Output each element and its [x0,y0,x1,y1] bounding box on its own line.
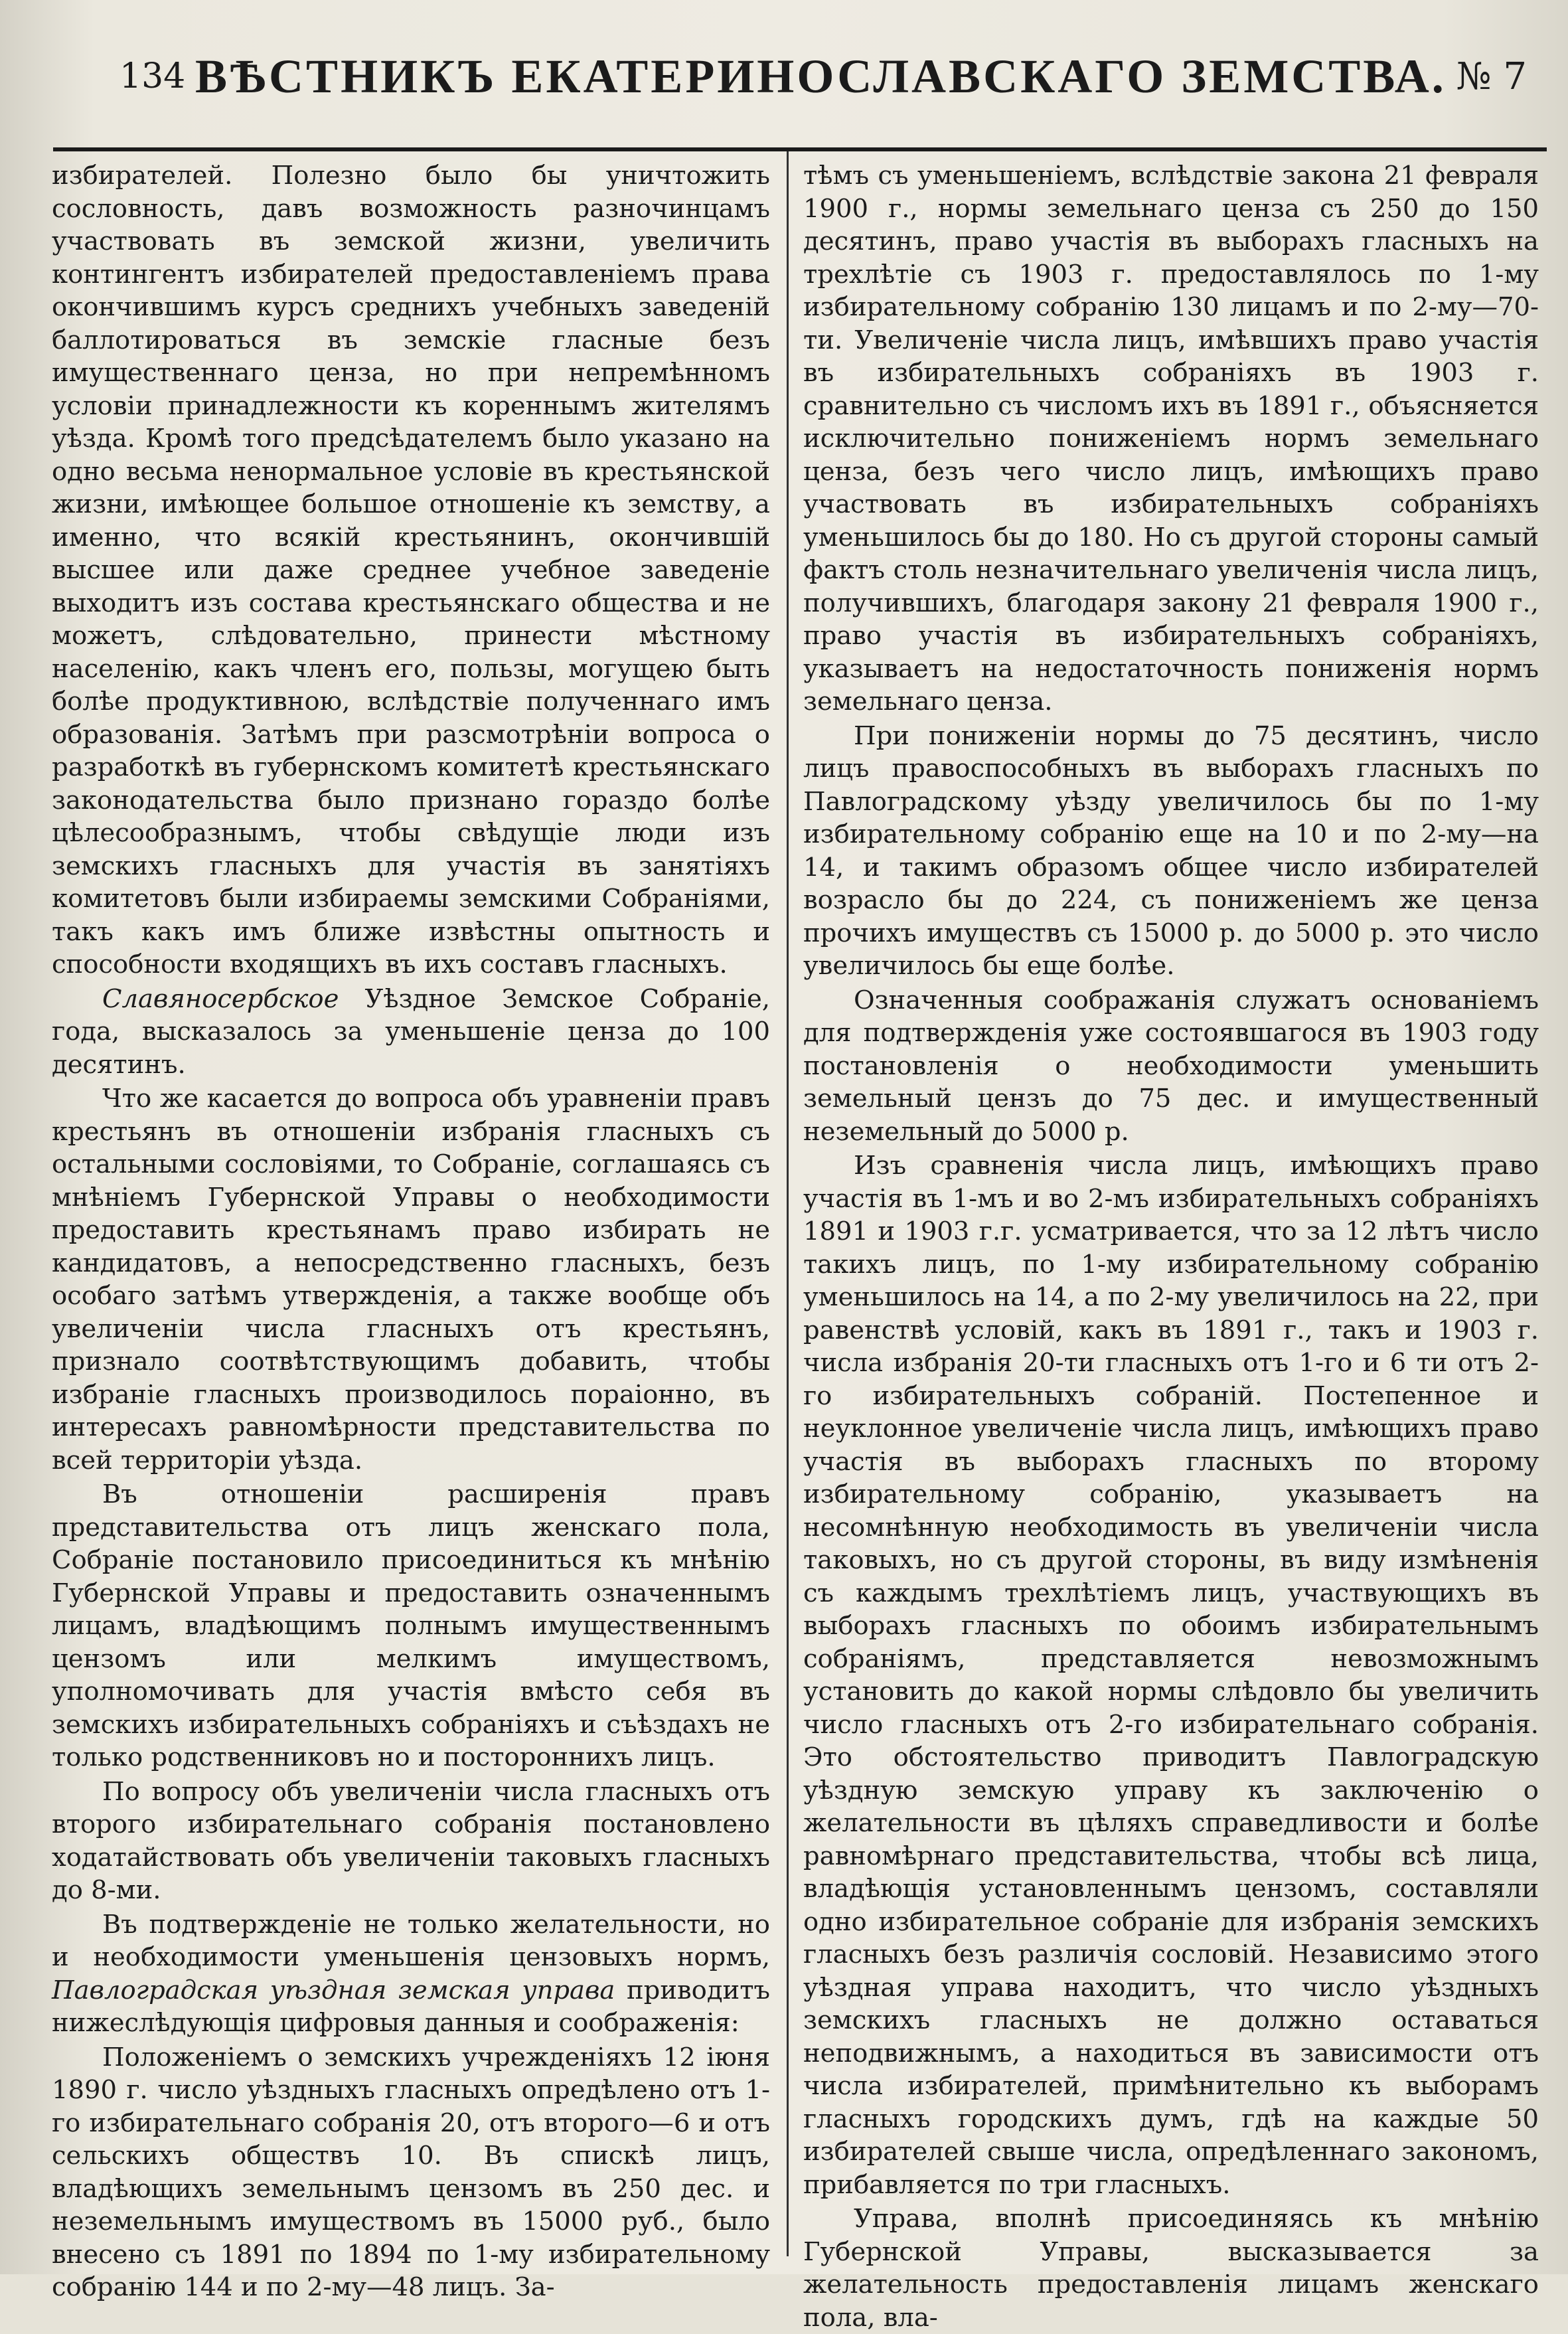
right-paragraph-1: тѣмъ съ уменьшеніемъ, вслѣдствіе закона 21 февраля 1900 г., нормы земельнаго ценза съ 250 до 150 десятинъ, право участія въ выборахъ гласныхъ на трехлѣтіе съ 1903 г. предоставлялось по 1-му избирательному собранію 130 лицамъ и по 2-му—70-ти. Увеличеніе числа лицъ, имѣвшихъ право участія въ избирательныхъ собраніяхъ въ 1903 г. сравнительно съ числомъ ихъ въ 1891 г., объясняется исключительно пониженіемъ нормъ земельнаго ценза, безъ чего число лицъ, имѣющихъ право участвовать въ избирательныхъ собраніяхъ уменьшилось бы до 180. Но съ другой стороны самый фактъ столь незначительнаго увеличенія числа лицъ, получившихъ, благодаря закону 21 февраля 1900 г., право участія въ избирательныхъ собраніяхъ, указываетъ на недостаточность пониженія нормъ земельнаго ценза. [803,161,1539,716]
left-paragraph-6-end: приводитъ нижеслѣдующія цифровыя данныя и соображенія: [52,1975,770,2038]
page-number: 134 [119,56,186,96]
right-paragraph-3: Означенныя соображанія служатъ основаніемъ для подтвержденія уже состоявшагося въ 1903 году постановленія о необходимости уменьшить земельный цензъ до 75 дес. и имущественный неземельный до 5000 р. [803,985,1539,1147]
left-paragraph-2-italic: Славяносербское [102,983,339,1014]
right-paragraph-2: При пониженіи нормы до 75 десятинъ, число лицъ правоспособныхъ въ выборахъ гласныхъ по Павлоградскому уѣзду увеличилось бы по 1-му избирательному собранію еще на 10 и по 2-му—на 14, и такимъ образомъ общее число избирателей возрасло бы до 224, съ пониженіемъ же ценза прочихъ имуществъ съ 15000 р. до 5000 р. это число увеличилось бы еще болѣе. [803,720,1539,981]
left-paragraph-4: Въ отношеніи расширенія правъ представительства отъ лицъ женскаго пола, Собраніе постановило присоединиться къ мнѣнію Губернской Управы и предоставить означеннымъ лицамъ, владѣющимъ полнымъ имущественнымъ цензомъ или мелкимъ имуществомъ, уполномочивать для участія вмѣсто себя въ земскихъ избирательныхъ собраніяхъ и съѣздахъ не только родственниковъ но и постороннихъ лицъ. [52,1479,770,1772]
left-paragraph-6 [52,1908,770,2040]
left-paragraph-5: По вопросу объ увеличеніи числа гласныхъ отъ второго избирательнаго собранія постановлено ходатайствовать объ увеличеніи таковыхъ гласныхъ до 8-ми. [52,1776,770,1905]
right-paragraph-5: Управа, вполнѣ присоединяясь къ мнѣнію Губернской Управы, высказывается за желательность предоставленія лицамъ женскаго пола, вла- [803,2204,1539,2333]
right-column [803,159,1539,2333]
header-rule [53,147,1547,151]
issue-number: № 7 [1456,54,1527,98]
left-paragraph-6-italic: Павлоградская уѣздная земская управа [52,1975,615,2005]
left-paragraph-2-rest: Уѣздное Земское Собраніе, года, высказалось за уменьшеніе ценза до 100 десятинъ. [52,983,770,1080]
left-paragraph-1: избирателей. Полезно было бы уничтожить сословность, давъ возможность разночинцамъ участвовать въ земской жизни, увеличить контингентъ избирателей предоставленіемъ права окончившимъ курсъ среднихъ учебныхъ заведеній баллотироваться въ земскіе гласные безъ имущественнаго ценза, но при непремѣнномъ условіи принадлежности къ кореннымъ жителямъ уѣзда. Кромѣ того предсѣдателемъ было указано на одно весьма ненормальное условіе въ крестьянской жизни, имѣющее большое отношеніе къ земству, а именно, что всякій крестьянинъ, окончившій высшее или даже среднее учебное заведеніе выходитъ изъ состава крестьянскаго общества и не можетъ, слѣдовательно, принести мѣстному населенію, какъ членъ его, пользы, могущею быть болѣе продуктивною, вслѣдствіе полученнаго имъ образованія. Затѣмъ при разсмотрѣніи вопроса о разработкѣ въ губернскомъ комитетѣ крестьянскаго законодательства было признано гораздо болѣе цѣлесообразнымъ, чтобы свѣдущіе люди изъ земскихъ гласныхъ для участія въ занятіяхъ комитетовъ были избираемы земскими Собраніями, такъ какъ имъ ближе извѣстны опытность и способности входящихъ въ ихъ составъ гласныхъ. [52,161,770,979]
left-paragraph-7: Положеніемъ о земскихъ учрежденіяхъ 12 іюня 1890 г. число уѣздныхъ гласныхъ опредѣлено отъ 1-го избирательнаго собранія 20, отъ второго—6 и отъ сельскихъ обществъ 10. Въ спискѣ лицъ, владѣющихъ земельнымъ цензомъ въ 250 дес. и неземельнымъ имуществомъ въ 15000 руб., было внесено съ 1891 по 1894 по 1-му избирательному собранію 144 и по 2-му—48 лицъ. За- [52,2042,770,2302]
left-paragraph-3: Что же касается до вопроса объ уравненіи правъ крестьянъ въ отношеніи избранія гласныхъ съ остальными сословіями, то Собраніе, соглашаясь съ мнѣніемъ Губернской Управы о необходимости предоставить крестьянамъ право избирать не кандидатовъ, а непосредственно гласныхъ, безъ особаго затѣмъ утвержденія, а также вообще объ увеличеніи числа гласныхъ отъ крестьянъ, признало соотвѣтствующимъ добавить, чтобы избраніе гласныхъ производилось пораіонно, въ интересахъ равномѣрности представительства по всей территоріи уѣзда. [52,1084,770,1475]
page-header [40,27,1540,126]
column-divider [787,151,789,2256]
left-paragraph-2 [52,983,770,1082]
left-paragraph-6-start: Въ подтвержденіе не только желательности, но и необходимости уменьшенія цензовыхъ нормъ, [52,1909,770,1972]
journal-title: ВѢСТНИКЪ ЕКАТЕРИНОСЛАВСКАГО ЗЕМСТВА. [195,49,1447,103]
right-paragraph-4: Изъ сравненія числа лицъ, имѣющихъ право участія въ 1-мъ и во 2-мъ избирательныхъ собраніяхъ 1891 и 1903 г.г. усматривается, что за 12 лѣтъ число такихъ лицъ, по 1-му избирательному собранію уменьшилось на 14, а по 2-му увеличилось на 22, при равенствѣ условій, какъ въ 1891 г., такъ и 1903 г. числа избранія 20-ти гласныхъ отъ 1-го и 6 ти отъ 2-го избирательныхъ собраній. Постепенное и неуклонное увеличеніе числа лицъ, имѣющихъ право участія въ выборахъ гласныхъ по второму избирательному собранію, указываетъ на несомнѣнную необходимость въ увеличеніи числа таковыхъ, но съ другой стороны, въ виду измѣненія съ каждымъ трехлѣтіемъ лицъ, участвующихъ въ выборахъ гласныхъ по обоимъ избирательнымъ собраніямъ, представляется невозможнымъ установить до какой нормы слѣдовло бы увеличить число гласныхъ отъ 2-го избирательнаго собранія. Это обстоятельство приводитъ Павлоградскую уѣздную земскую управу къ заключенію о желательности въ цѣляхъ справедливости и болѣе равномѣрнаго представительства, чтобы всѣ лица, владѣющія установленнымъ цензомъ, составляли одно избирательное собраніе для избранія земскихъ гласныхъ безъ различія сословій. Независимо этого уѣздная управа находитъ, что число уѣздныхъ земскихъ гласныхъ не должно оставаться неподвижнымъ, а находиться въ зависимости отъ числа избирателей, примѣнительно къ выборамъ гласныхъ городскихъ думъ, гдѣ на каждые 50 избирателей свыше числа, опредѣленнаго закономъ, прибавляется по три гласныхъ. [803,1151,1539,2200]
left-column [52,159,770,2302]
